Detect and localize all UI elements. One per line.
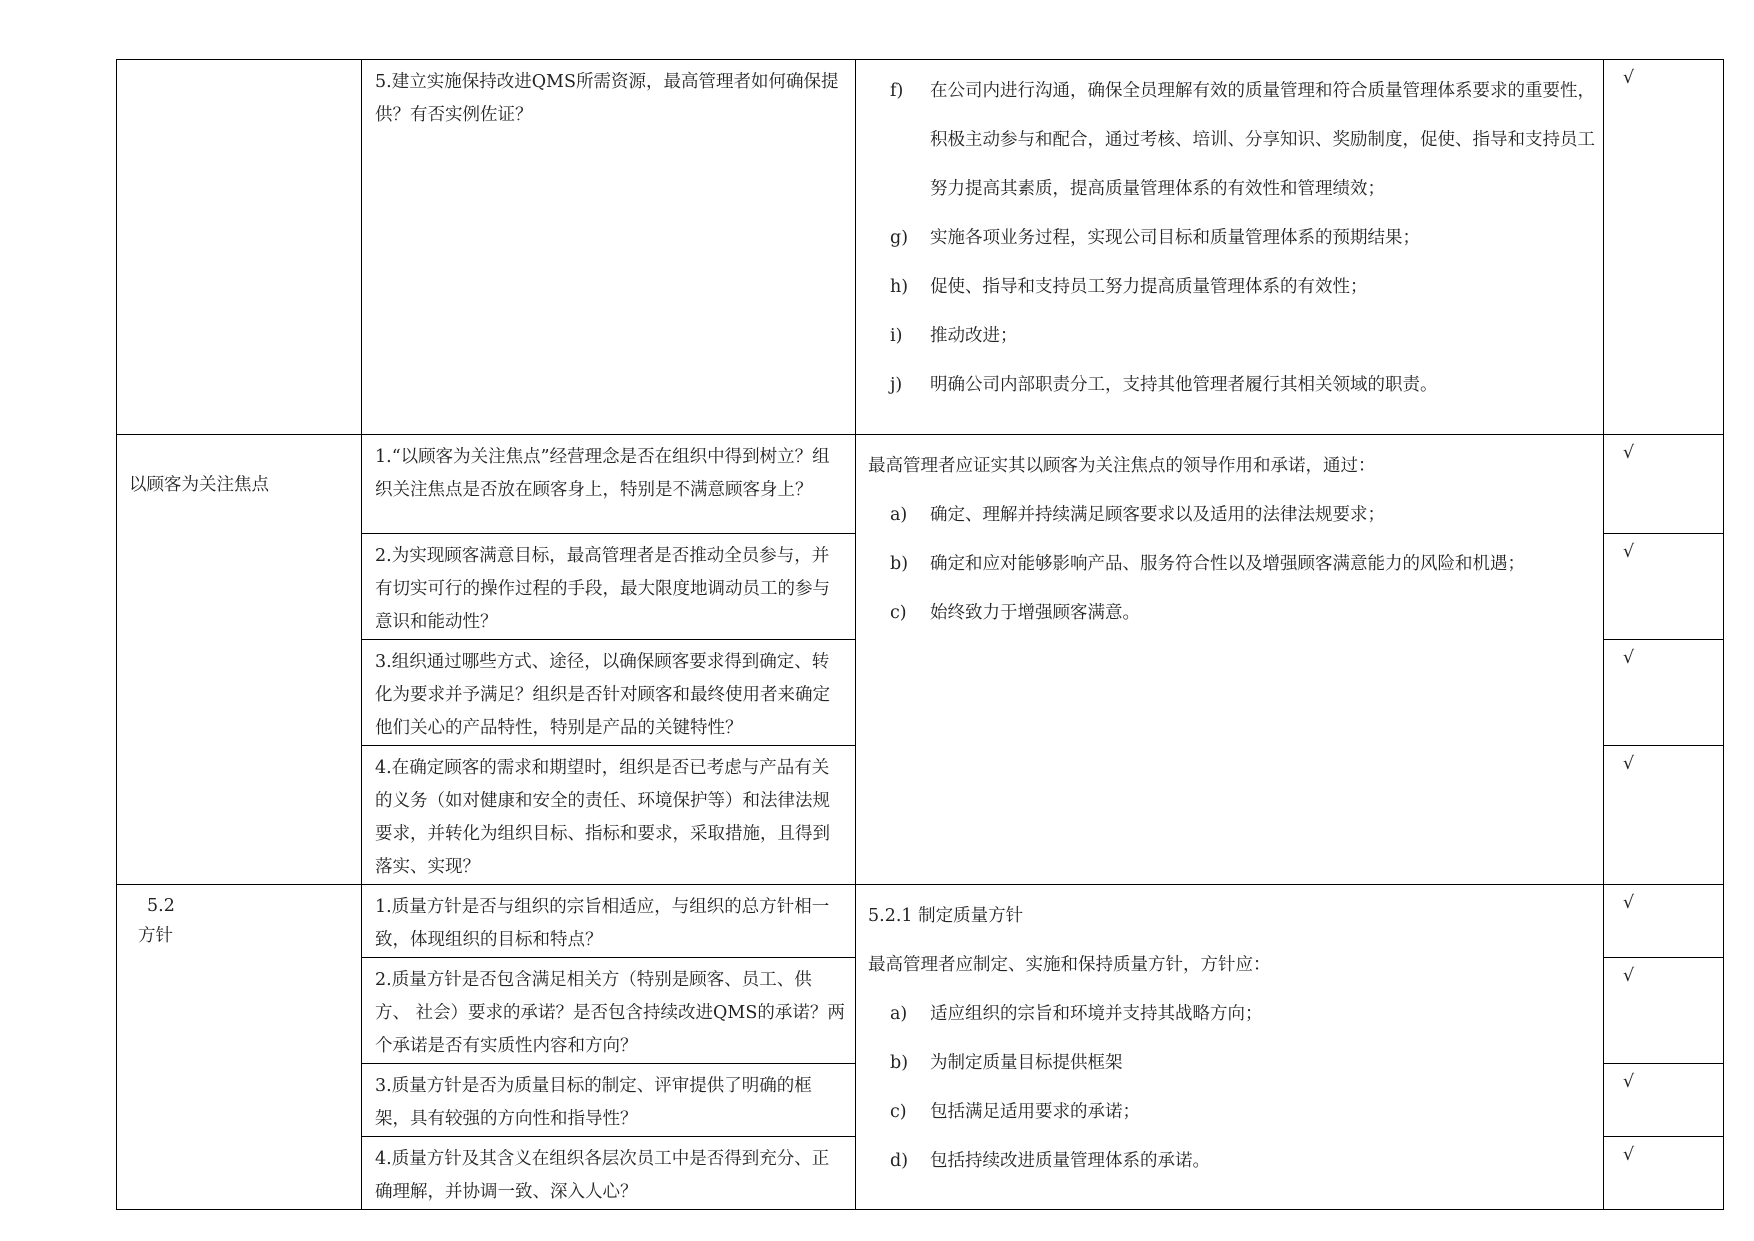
item-label: d) xyxy=(890,1151,909,1171)
item-text: 确定和应对能够影响产品、服务符合性以及增强顾客满意能力的风险和机遇； xyxy=(930,554,1525,574)
item-text: 推动改进； xyxy=(930,326,1018,346)
question-cell xyxy=(362,60,856,435)
requirement-cell xyxy=(856,60,1604,435)
checkmark: √ xyxy=(1623,893,1635,913)
checkmark: √ xyxy=(1623,542,1635,562)
item-text: 为制定质量目标提供框架 xyxy=(930,1053,1123,1073)
item-label: f) xyxy=(890,81,904,101)
item-text: 始终致力于增强顾客满意。 xyxy=(930,603,1140,623)
item-label: a) xyxy=(890,1004,908,1024)
item-label: c) xyxy=(890,603,907,623)
question-cell xyxy=(362,435,856,534)
requirement-item xyxy=(868,312,1595,361)
checkmark: √ xyxy=(1623,966,1635,986)
question-text: 2.为实现顾客满意目标，最高管理者是否推动全员参与，并有切实可行的操作过程的手段，最大限度地调动员工的参与意识和能动性？ xyxy=(375,546,830,632)
item-label: h) xyxy=(890,277,909,297)
question-cell xyxy=(362,746,856,885)
table-row xyxy=(117,435,1724,534)
question-cell xyxy=(362,640,856,746)
question-cell xyxy=(362,958,856,1064)
audit-checklist-table xyxy=(116,59,1724,1210)
check-cell xyxy=(1604,60,1724,435)
clause-cell xyxy=(117,60,362,435)
item-label: j) xyxy=(890,375,903,395)
item-text: 明确公司内部职责分工，支持其他管理者履行其相关领域的职责。 xyxy=(930,375,1438,395)
requirement-item xyxy=(868,990,1595,1039)
requirement-item xyxy=(868,540,1595,589)
check-cell xyxy=(1604,958,1724,1064)
question-text: 4.质量方针及其含义在组织各层次员工中是否得到充分、正确理解，并协调一致、深入人心？ xyxy=(375,1149,830,1202)
question-text: 4.在确定顾客的需求和期望时，组织是否已考虑与产品有关的义务（如对健康和安全的责任、环境保护等）和法律法规要求，并转化为组织目标、指标和要求，采取措施，且得到落实、实现？ xyxy=(375,758,830,877)
check-cell xyxy=(1604,746,1724,885)
item-label: c) xyxy=(890,1102,907,1122)
question-cell xyxy=(362,1064,856,1137)
item-text: 确定、理解并持续满足顾客要求以及适用的法律法规要求； xyxy=(930,505,1385,525)
check-cell xyxy=(1604,1137,1724,1210)
item-text: 在公司内进行沟通，确保全员理解有效的质量管理和符合质量管理体系要求的重要性，积极主动参与和配合，通过考核、培训、分享知识、奖励制度，促使、指导和支持员工努力提高其素质，提高质量管理体系的有效性和管理绩效； xyxy=(930,81,1595,199)
checkmark: √ xyxy=(1623,754,1635,774)
check-cell xyxy=(1604,435,1724,534)
question-text: 5.建立实施保持改进QMS所需资源，最高管理者如何确保提供？有否实例佐证？ xyxy=(375,72,839,125)
requirement-cell xyxy=(856,885,1604,1210)
item-label: b) xyxy=(890,1053,909,1073)
table-row xyxy=(117,885,1724,958)
clause-cell xyxy=(117,885,362,1210)
question-text: 1.质量方针是否与组织的宗旨相适应，与组织的总方针相一致，体现组织的目标和特点？ xyxy=(375,897,830,950)
item-label: a) xyxy=(890,505,908,525)
checkmark: √ xyxy=(1623,1145,1635,1165)
checkmark: √ xyxy=(1623,443,1635,463)
question-text: 3.组织通过哪些方式、途径，以确保顾客要求得到确定、转化为要求并予满足？组织是否针对顾客和最终使用者来确定他们关心的产品特性，特别是产品的关键特性？ xyxy=(375,652,830,738)
requirement-item xyxy=(868,1137,1595,1186)
check-cell xyxy=(1604,534,1724,640)
question-text: 1.“以顾客为关注焦点”经营理念是否在组织中得到树立？组织关注焦点是否放在顾客身上，特别是不满意顾客身上？ xyxy=(375,447,830,500)
requirement-item xyxy=(868,1039,1595,1088)
check-cell xyxy=(1604,885,1724,958)
item-text: 包括满足适用要求的承诺； xyxy=(930,1102,1140,1122)
clause-number: 5.2 xyxy=(147,896,175,916)
question-cell xyxy=(362,1137,856,1210)
clause-cell xyxy=(117,435,362,885)
requirement-item xyxy=(868,263,1595,312)
question-text: 2.质量方针是否包含满足相关方（特别是顾客、员工、供方、 社会）要求的承诺？是否包含持续改进QMS的承诺？两个承诺是否有实质性内容和方向？ xyxy=(375,970,845,1056)
table-row xyxy=(117,60,1724,435)
requirement-lead: 最高管理者应证实其以顾客为关注焦点的领导作用和承诺，通过： xyxy=(868,456,1376,476)
question-cell xyxy=(362,534,856,640)
question-text: 3.质量方针是否为质量目标的制定、评审提供了明确的框架，具有较强的方向性和指导性？ xyxy=(375,1076,812,1129)
requirement-cell xyxy=(856,435,1604,885)
checkmark: √ xyxy=(1623,648,1635,668)
item-text: 实施各项业务过程，实现公司目标和质量管理体系的预期结果； xyxy=(930,228,1420,248)
requirement-lead: 最高管理者应制定、实施和保持质量方针，方针应： xyxy=(868,955,1271,975)
requirement-item xyxy=(868,214,1595,263)
requirement-item xyxy=(868,361,1595,410)
checkmark: √ xyxy=(1623,1072,1635,1092)
item-text: 促使、指导和支持员工努力提高质量管理体系的有效性； xyxy=(930,277,1368,297)
check-cell xyxy=(1604,1064,1724,1137)
item-text: 包括持续改进质量管理体系的承诺。 xyxy=(930,1151,1210,1171)
question-cell xyxy=(362,885,856,958)
item-label: i) xyxy=(890,326,903,346)
requirement-item xyxy=(868,1088,1595,1137)
check-cell xyxy=(1604,640,1724,746)
clause-title: 方针 xyxy=(138,926,173,946)
subclause-title: 5.2.1 制定质量方针 xyxy=(868,906,1024,926)
requirement-item xyxy=(868,589,1595,638)
item-label: g) xyxy=(890,228,909,248)
checkmark: √ xyxy=(1623,68,1635,88)
item-label: b) xyxy=(890,554,909,574)
requirement-item xyxy=(868,67,1595,214)
requirement-item xyxy=(868,491,1595,540)
clause-title: 以顾客为关注焦点 xyxy=(129,475,269,495)
item-text: 适应组织的宗旨和环境并支持其战略方向； xyxy=(930,1004,1263,1024)
